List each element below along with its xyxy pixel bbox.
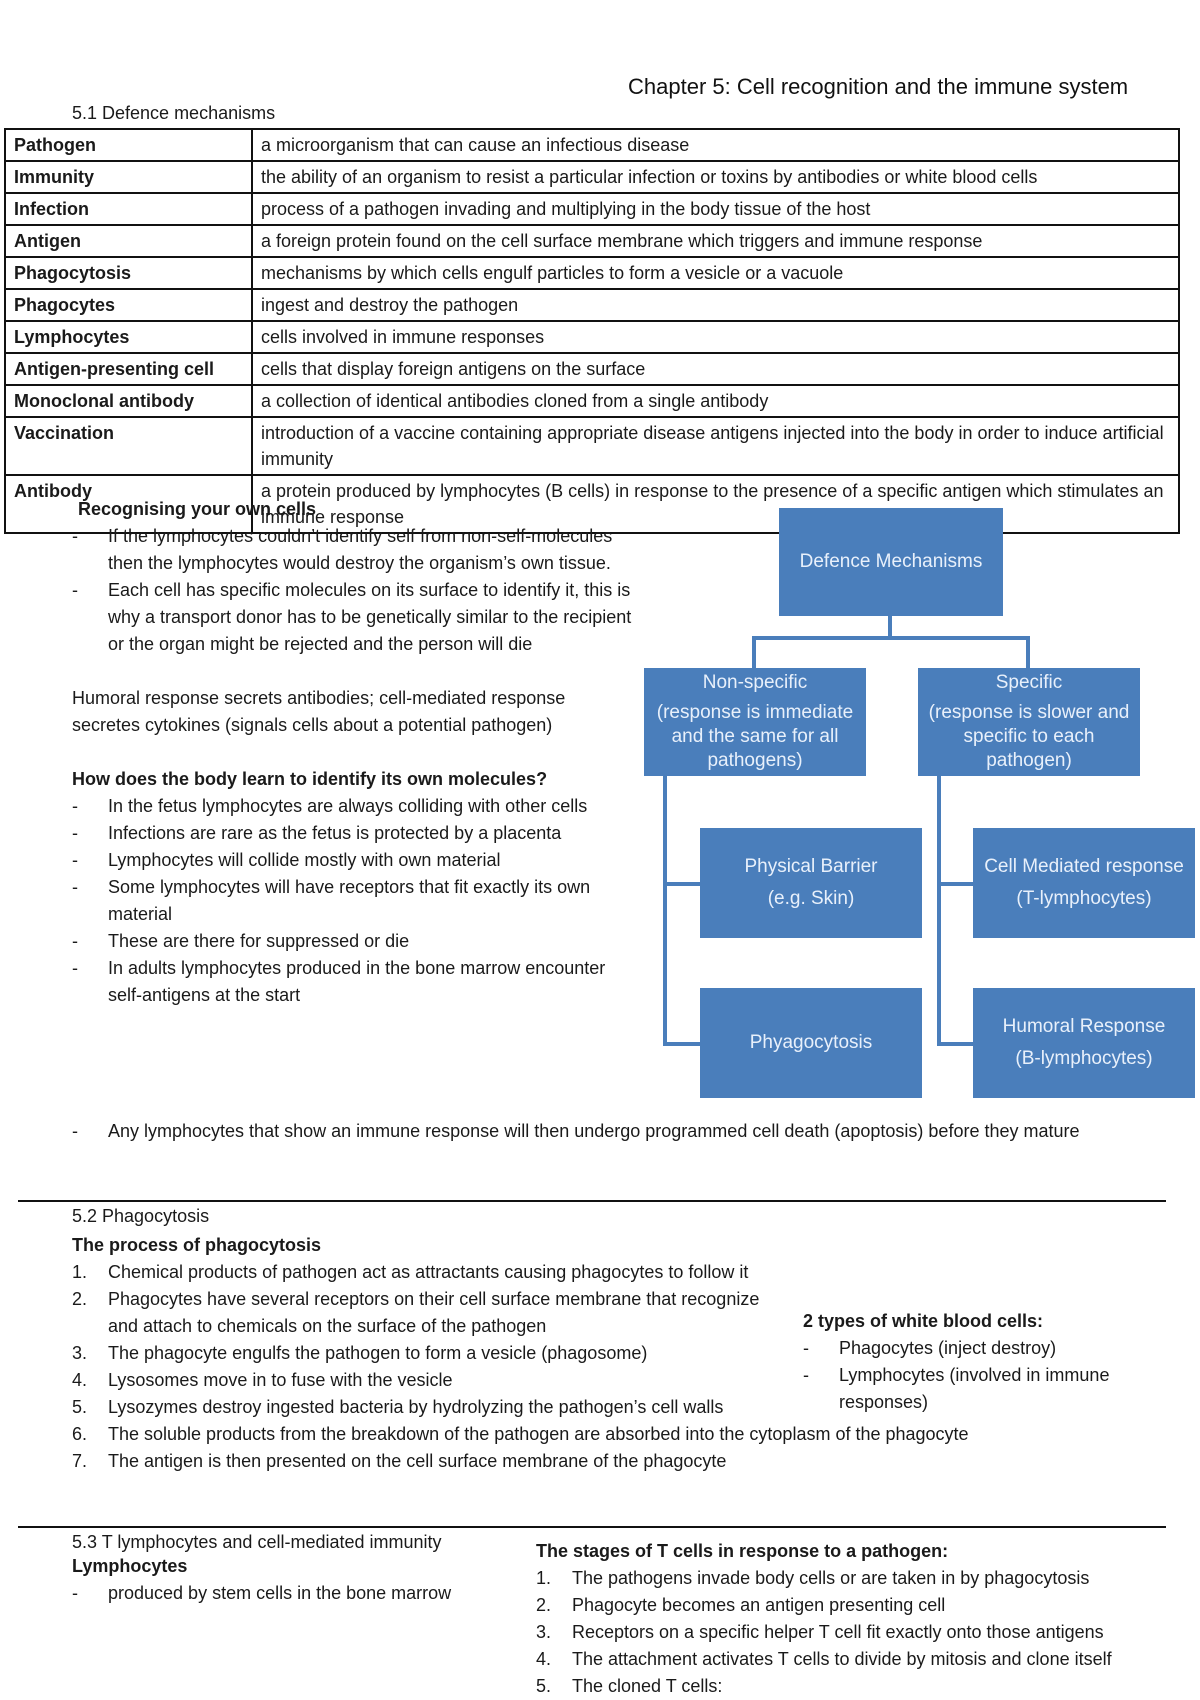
t-cell-stages bbox=[536, 1538, 1186, 1700]
definitions-table bbox=[4, 128, 1180, 534]
connector bbox=[937, 882, 973, 886]
term-cell: Lymphocytes bbox=[5, 321, 252, 353]
recognising-list bbox=[72, 523, 632, 658]
connector bbox=[663, 1042, 700, 1046]
table-row bbox=[5, 257, 1179, 289]
list-item: - In the fetus lymphocytes are always colliding with other cells bbox=[72, 796, 588, 816]
list-item: - Any lymphocytes that show an immune response will then undergo programmed cell death (apoptosis) before they mature bbox=[72, 1121, 1080, 1141]
stages-list bbox=[536, 1565, 1186, 1700]
table-row bbox=[5, 417, 1179, 475]
cell-mediated-box: Cell Mediated response (T-lymphocytes) bbox=[973, 828, 1195, 938]
list-item: - Lymphocytes (involved in immune responses) bbox=[803, 1365, 1110, 1412]
list-item: 5. The cloned T cells: bbox=[536, 1676, 723, 1696]
table-row bbox=[5, 161, 1179, 193]
list-item: - In adults lymphocytes produced in the bone marrow encounter self-antigens at the start bbox=[72, 958, 606, 1005]
list-item: - Phagocytes (inject destroy) bbox=[803, 1338, 1057, 1358]
list-item: - If the lymphocytes couldn’t identify self from non-self-molecules then the lymphocytes would destroy the organism’s own tissue. bbox=[72, 526, 613, 573]
connector bbox=[1026, 636, 1030, 668]
term-cell: Phagocytosis bbox=[5, 257, 252, 289]
definition-cell: cells involved in immune responses bbox=[252, 321, 1179, 353]
table-row bbox=[5, 193, 1179, 225]
definition-cell: a microorganism that can cause an infectious disease bbox=[252, 129, 1179, 161]
list-item: - produced by stem cells in the bone marrow bbox=[72, 1583, 452, 1603]
wbc-heading: 2 types of white blood cells: bbox=[803, 1311, 1044, 1331]
humoral-box: Humoral Response (B-lymphocytes) bbox=[973, 988, 1195, 1098]
lymphocytes-list bbox=[72, 1580, 522, 1607]
list-item: - Infections are rare as the fetus is protected by a placenta bbox=[72, 823, 562, 843]
phagocytosis-subheading: The process of phagocytosis bbox=[72, 1235, 322, 1255]
stages-heading: The stages of T cells in response to a pathogen: bbox=[536, 1541, 949, 1561]
humoral-note: Humoral response secrets antibodies; cell-mediated response secretes cytokines (signals cells about a potential pathogen) bbox=[72, 688, 566, 735]
connector bbox=[888, 616, 892, 638]
connector bbox=[752, 636, 756, 668]
term-cell: Pathogen bbox=[5, 129, 252, 161]
connector bbox=[937, 1042, 973, 1046]
definition-cell: ingest and destroy the pathogen bbox=[252, 289, 1179, 321]
list-item: 2. Phagocyte becomes an antigen presenting cell bbox=[536, 1595, 946, 1615]
list-item: 6. The soluble products from the breakdown of the pathogen are absorbed into the cytoplasm of the phagocyte bbox=[72, 1424, 969, 1444]
nonspecific-box: Non-specific (response is immediate and the same for all pathogens) bbox=[644, 668, 866, 776]
table-row bbox=[5, 321, 1179, 353]
list-item: - Each cell has specific molecules on its surface to identify it, this is why a transport donor has to be genetically similar to the recipient or the organ might be rejected and the person will die bbox=[72, 580, 632, 654]
section-5-3-heading: 5.3 T lymphocytes and cell-mediated immunity bbox=[72, 1532, 442, 1552]
diagram-root-box: Defence Mechanisms bbox=[779, 508, 1003, 616]
left-column bbox=[72, 496, 632, 1009]
recognising-heading: Recognising your own cells bbox=[78, 499, 317, 519]
term-cell: Infection bbox=[5, 193, 252, 225]
section-5-1-heading: 5.1 Defence mechanisms bbox=[72, 103, 276, 123]
learn-heading: How does the body learn to identify its own molecules? bbox=[72, 769, 548, 789]
list-item: 2. Phagocytes have several receptors on their cell surface membrane that recognize and attach to chemicals on the surface of the pathogen bbox=[72, 1289, 760, 1336]
chapter-title: Chapter 5: Cell recognition and the immune system bbox=[628, 74, 1129, 99]
list-item: 5. Lysozymes destroy ingested bacteria by hydrolyzing the pathogen’s cell walls bbox=[72, 1397, 724, 1417]
definition-cell: process of a pathogen invading and multiplying in the body tissue of the host bbox=[252, 193, 1179, 225]
term-cell: Antigen-presenting cell bbox=[5, 353, 252, 385]
definition-cell: introduction of a vaccine containing appropriate disease antigens injected into the body in order to induce artificial immunity bbox=[252, 417, 1179, 475]
list-item: 1. The pathogens invade body cells or are taken in by phagocytosis bbox=[536, 1568, 1090, 1588]
list-item: - Lymphocytes will collide mostly with own material bbox=[72, 850, 501, 870]
term-cell: Immunity bbox=[5, 161, 252, 193]
connector bbox=[663, 882, 700, 886]
list-item: - Some lymphocytes will have receptors that fit exactly its own material bbox=[72, 877, 591, 924]
connector bbox=[752, 636, 1028, 640]
list-item: 7. The antigen is then presented on the cell surface membrane of the phagocyte bbox=[72, 1451, 727, 1471]
list-item: 4. Lysosomes move in to fuse with the vesicle bbox=[72, 1370, 453, 1390]
phagocytosis-box: Phyagocytosis bbox=[700, 988, 922, 1098]
table-row bbox=[5, 385, 1179, 417]
list-item: 3. Receptors on a specific helper T cell fit exactly onto those antigens bbox=[536, 1622, 1104, 1642]
list-item: - These are there for suppressed or die bbox=[72, 931, 410, 951]
section-divider bbox=[18, 1200, 1166, 1202]
section-divider bbox=[18, 1526, 1166, 1528]
term-cell: Monoclonal antibody bbox=[5, 385, 252, 417]
term-cell: Vaccination bbox=[5, 417, 252, 475]
learn-list-last bbox=[72, 1118, 1132, 1145]
table-row bbox=[5, 225, 1179, 257]
physical-barrier-box: Physical Barrier (e.g. Skin) bbox=[700, 828, 922, 938]
wbc-box bbox=[803, 1308, 1163, 1416]
definition-cell: a foreign protein found on the cell surface membrane which triggers and immune response bbox=[252, 225, 1179, 257]
table-row bbox=[5, 353, 1179, 385]
section-5-3-left bbox=[72, 1532, 522, 1607]
specific-box: Specific (response is slower and specific to each pathogen) bbox=[918, 668, 1140, 776]
definition-cell: a collection of identical antibodies cloned from a single antibody bbox=[252, 385, 1179, 417]
learn-list bbox=[72, 793, 632, 1009]
table-row bbox=[5, 129, 1179, 161]
list-item: 4. The attachment activates T cells to divide by mitosis and clone itself bbox=[536, 1649, 1112, 1669]
definition-cell: the ability of an organism to resist a particular infection or toxins by antibodies or white blood cells bbox=[252, 161, 1179, 193]
connector bbox=[663, 776, 667, 1045]
term-cell: Antigen bbox=[5, 225, 252, 257]
list-item: 1. Chemical products of pathogen act as attractants causing phagocytes to follow it bbox=[72, 1262, 749, 1282]
connector bbox=[937, 776, 941, 1045]
list-item: 3. The phagocyte engulfs the pathogen to form a vesicle (phagosome) bbox=[72, 1343, 648, 1363]
definition-cell: mechanisms by which cells engulf particles to form a vesicle or a vacuole bbox=[252, 257, 1179, 289]
definition-cell: cells that display foreign antigens on the surface bbox=[252, 353, 1179, 385]
lymphocytes-subheading: Lymphocytes bbox=[72, 1556, 188, 1576]
term-cell: Antibody bbox=[5, 475, 252, 533]
definition-cell: a protein produced by lymphocytes (B cells) in response to the presence of a specific antigen which stimulates an immune response bbox=[252, 475, 1179, 533]
table-row bbox=[5, 289, 1179, 321]
wbc-list bbox=[803, 1335, 1163, 1416]
term-cell: Phagocytes bbox=[5, 289, 252, 321]
section-5-2-heading: 5.2 Phagocytosis bbox=[72, 1206, 210, 1226]
